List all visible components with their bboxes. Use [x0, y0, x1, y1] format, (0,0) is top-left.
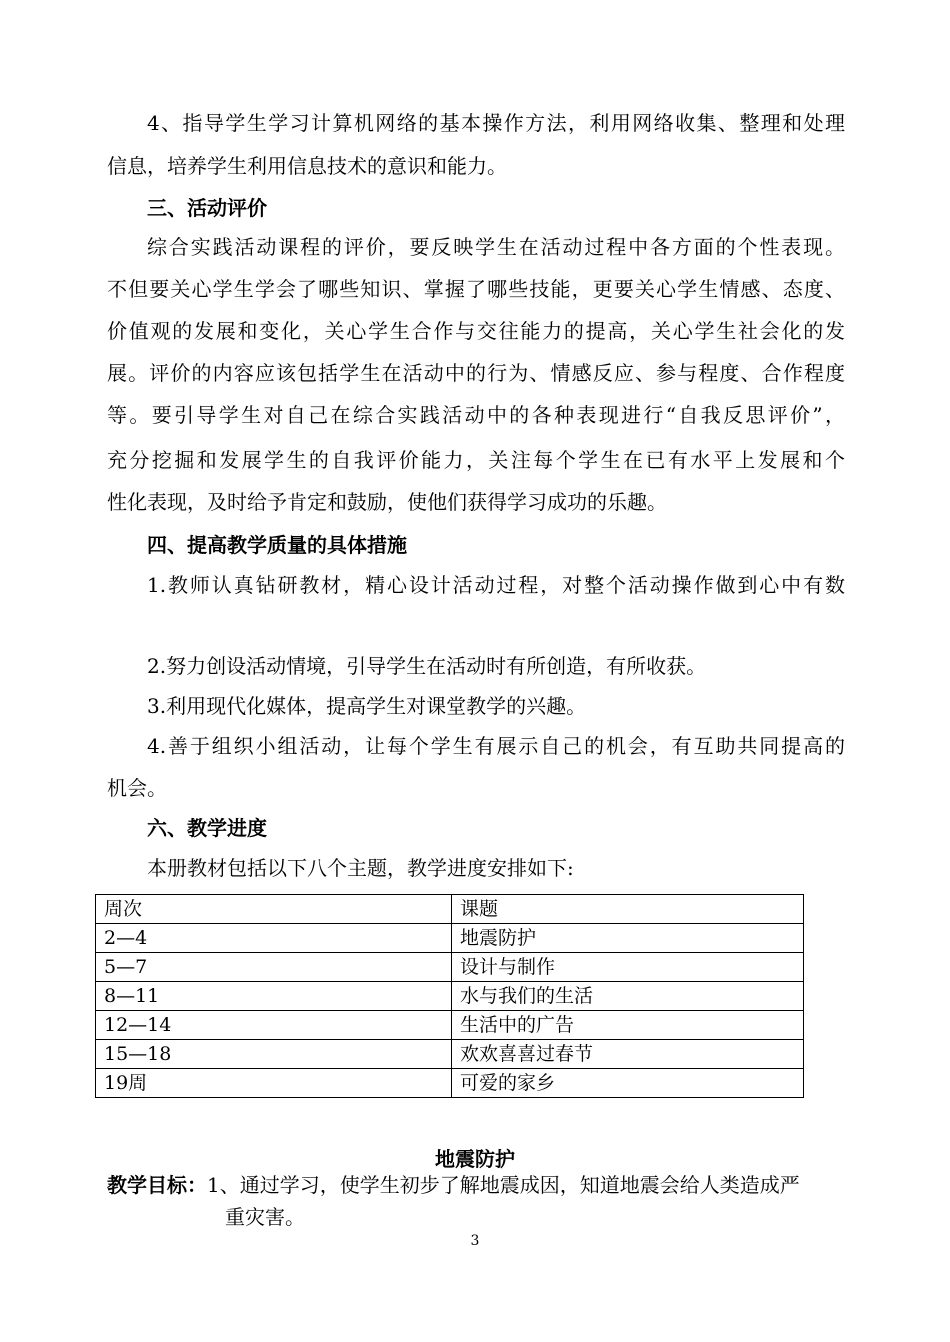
- cell-topic: 地震防护: [452, 924, 804, 953]
- cell-topic: 生活中的广告: [452, 1011, 804, 1040]
- schedule-intro: 本册教材包括以下八个主题，教学进度安排如下:: [147, 856, 574, 880]
- text-line: 充分挖掘和发展学生的自我评价能力，关注每个学生在已有水平上发展和个: [107, 448, 845, 472]
- text-line: 价值观的发展和变化，关心学生合作与交往能力的提高，关心学生社会化的发: [107, 319, 845, 343]
- table-row: [96, 1011, 804, 1040]
- section-heading: 三、活动评价: [147, 196, 267, 220]
- header-topic: 课题: [452, 895, 804, 924]
- header-week: 周次: [96, 895, 452, 924]
- cell-week: 12—14: [96, 1011, 452, 1040]
- table-row: [96, 924, 804, 953]
- cell-week: 8—11: [96, 982, 452, 1011]
- table-row: [96, 1040, 804, 1069]
- lesson-goal-continuation: 重灾害。: [225, 1205, 305, 1229]
- table-row: [96, 1069, 804, 1098]
- page-number: 3: [470, 1233, 480, 1249]
- cell-topic: 欢欢喜喜过春节: [452, 1040, 804, 1069]
- text-line: 展。评价的内容应该包括学生在活动中的行为、情感反应、参与程度、合作程度: [107, 361, 845, 385]
- text-line: 性化表现，及时给予肯定和鼓励，使他们获得学习成功的乐趣。: [107, 490, 667, 514]
- cell-topic: 水与我们的生活: [452, 982, 804, 1011]
- list-item: 2.努力创设活动情境，引导学生在活动时有所创造，有所收获。: [147, 654, 707, 678]
- cell-week: 15—18: [96, 1040, 452, 1069]
- lesson-title: 地震防护: [435, 1147, 515, 1171]
- table-header-row: [96, 895, 804, 924]
- text-line: 机会。: [107, 776, 167, 800]
- schedule-table: [95, 894, 804, 1098]
- text-line: 信息，培养学生利用信息技术的意识和能力。: [107, 154, 507, 178]
- text-line: 4、指导学生学习计算机网络的基本操作方法，利用网络收集、整理和处理: [147, 111, 845, 135]
- cell-week: 5—7: [96, 953, 452, 982]
- cell-topic: 可爱的家乡: [452, 1069, 804, 1098]
- cell-week: 2—4: [96, 924, 452, 953]
- list-item: 1.教师认真钻研教材，精心设计活动过程，对整个活动操作做到心中有数: [147, 573, 845, 597]
- list-item: 4.善于组织小组活动，让每个学生有展示自己的机会，有互助共同提高的: [147, 734, 845, 758]
- lesson-goal-line: [107, 1173, 800, 1197]
- section-heading: 四、提高教学质量的具体措施: [147, 533, 407, 557]
- section-heading: 六、教学进度: [147, 816, 267, 840]
- goal-text: 1、通过学习，使学生初步了解地震成因，知道地震会给人类造成严: [207, 1173, 800, 1197]
- cell-topic: 设计与制作: [452, 953, 804, 982]
- text-line: 综合实践活动课程的评价，要反映学生在活动过程中各方面的个性表现。: [147, 235, 845, 259]
- text-line: 不但要关心学生学会了哪些知识、掌握了哪些技能，更要关心学生情感、态度、: [107, 277, 845, 301]
- table-row: [96, 982, 804, 1011]
- list-item: 3.利用现代化媒体，提高学生对课堂教学的兴趣。: [147, 694, 587, 718]
- text-line: 等。要引导学生对自己在综合实践活动中的各种表现进行“自我反思评价”，: [107, 403, 845, 427]
- goal-label: 教学目标：: [107, 1173, 207, 1197]
- cell-week: 19周: [96, 1069, 452, 1098]
- table-row: [96, 953, 804, 982]
